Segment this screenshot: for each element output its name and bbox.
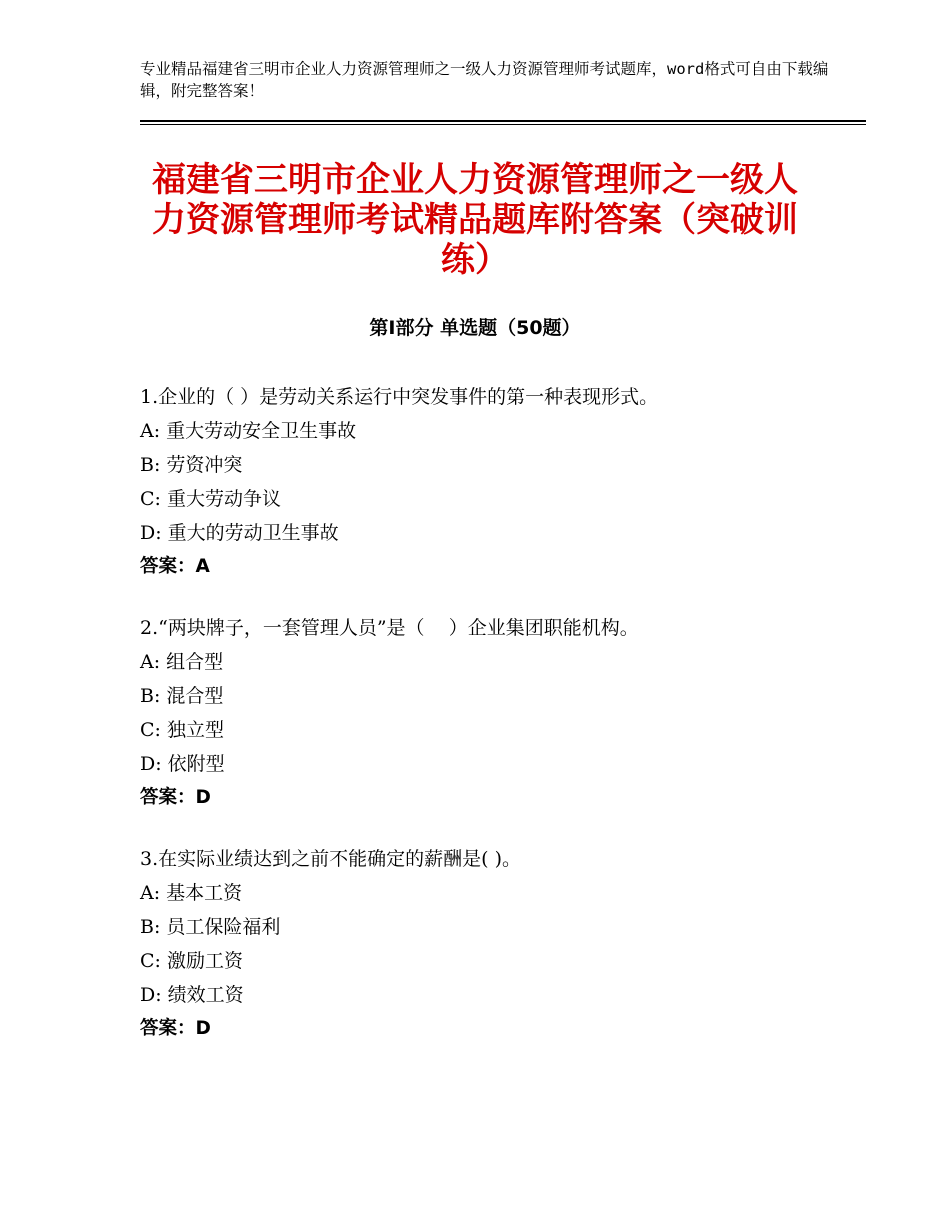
option-b: B: 混合型 [140, 685, 224, 707]
answer: 答案：D [140, 1018, 211, 1039]
answer: 答案：A [140, 556, 210, 577]
question-3 [140, 842, 840, 1046]
option-c: C: 重大劳动争议 [140, 488, 281, 510]
option-d: D: 绩效工资 [140, 984, 244, 1006]
question-1 [140, 380, 840, 584]
option-c: C: 独立型 [140, 719, 224, 741]
header-divider-thick [140, 120, 866, 122]
header-divider-thin [140, 124, 866, 125]
question-list [140, 380, 840, 1073]
question-stem: 1.企业的（ ）是劳动关系运行中突发事件的第一种表现形式。 [140, 386, 659, 408]
question-2 [140, 611, 840, 815]
page-header: 专业精品福建省三明市企业人力资源管理师之一级人力资源管理师考试题库，word格式可自由下载编辑，附完整答案！ [140, 60, 829, 100]
question-stem: 2.“两块牌子，一套管理人员”是（ ）企业集团职能机构。 [140, 617, 639, 639]
question-stem: 3.在实际业绩达到之前不能确定的薪酬是( )。 [140, 848, 521, 870]
document-title: 福建省三明市企业人力资源管理师之一级人力资源管理师考试精品题库附答案（突破训练） [152, 160, 798, 280]
answer: 答案：D [140, 787, 211, 808]
header-divider [140, 120, 866, 125]
option-b: B: 劳资冲突 [140, 454, 243, 476]
option-a: A: 基本工资 [140, 882, 243, 904]
option-d: D: 依附型 [140, 753, 225, 775]
option-a: A: 组合型 [140, 651, 224, 673]
option-d: D: 重大的劳动卫生事故 [140, 522, 339, 544]
option-a: A: 重大劳动安全卫生事故 [140, 420, 357, 442]
section-title: 第Ⅰ部分 单选题（50题） [369, 317, 581, 339]
option-c: C: 激励工资 [140, 950, 243, 972]
option-b: B: 员工保险福利 [140, 916, 281, 938]
